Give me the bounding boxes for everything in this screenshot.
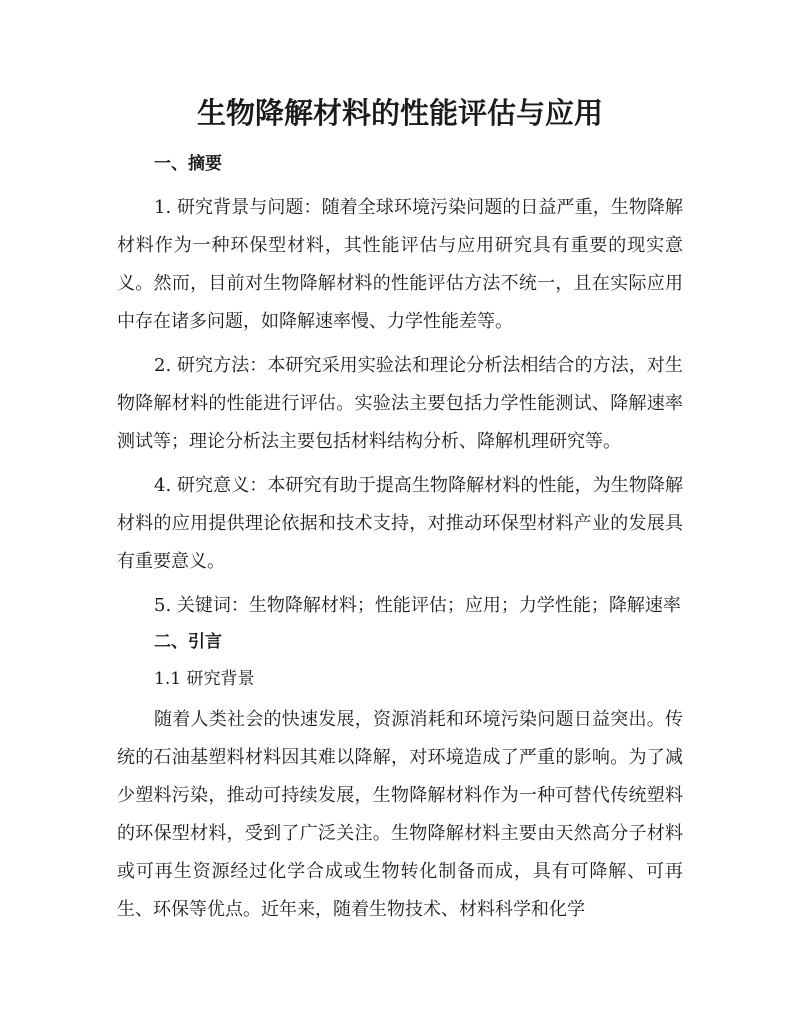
abstract-item-significance: 4. 研究意义：本研究有助于提高生物降解材料的性能，为生物降解材料的应用提供理论依据和技术支持，对推动环保型材料产业的发展具有重要意义。 bbox=[117, 475, 683, 572]
abstract-item-method: 2. 研究方法：本研究采用实验法和理论分析法相结合的方法，对生物降解材料的性能进行评估。实验法主要包括力学性能测试、降解速率测试等；理论分析法主要包括材料结构分析、降解机理研究等。 bbox=[117, 355, 683, 452]
section-heading-introduction: 二、引言 bbox=[154, 632, 222, 652]
section-heading-abstract: 一、摘要 bbox=[154, 154, 222, 174]
abstract-item-background: 1. 研究背景与问题：随着全球环境污染问题的日益严重，生物降解材料作为一种环保型材料，其性能评估与应用研究具有重要的现实意义。然而，目前对生物降解材料的性能评估方法不统一，且在实际应用中存在诸多问题，如降解速率慢、力学性能差等。 bbox=[117, 197, 683, 332]
intro-paragraph: 随着人类社会的快速发展，资源消耗和环境污染问题日益突出。传统的石油基塑料材料因其难以降解，对环境造成了严重的影响。为了减少塑料污染，推动可持续发展，生物降解材料作为一种可替代传统塑料的环保型材料，受到了广泛关注。生物降解材料主要由天然高分子材料或可再生资源经过化学合成或生物转化制备而成，具有可降解、可再生、环保等优点。近年来，随着生物技术、材料科学和化学 bbox=[117, 709, 683, 920]
document-title: 生物降解材料的性能评估与应用 bbox=[196, 96, 603, 130]
abstract-item-keywords: 5. 关键词：生物降解材料；性能评估；应用；力学性能；降解速率 bbox=[154, 595, 681, 616]
subsection-heading-background: 1.1 研究背景 bbox=[154, 669, 255, 689]
